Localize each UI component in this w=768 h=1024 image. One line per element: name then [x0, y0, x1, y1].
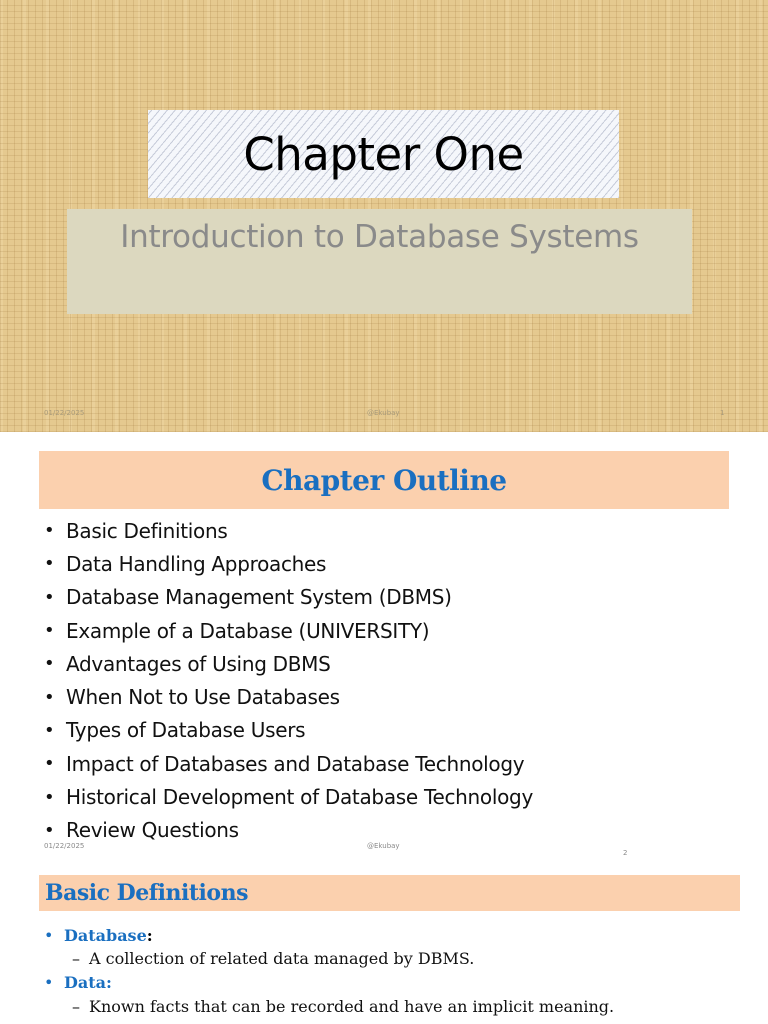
title-box [148, 110, 619, 198]
list-item-label: Example of a Database (UNIVERSITY) [66, 618, 430, 643]
list-item [44, 814, 533, 847]
slide-2-outline [0, 432, 768, 864]
list-item-label: Historical Development of Database Technology [66, 785, 533, 810]
outline-list [44, 514, 533, 847]
subtitle-box [67, 209, 692, 314]
definition-term-item [44, 973, 112, 992]
slide-title: Chapter One [243, 127, 524, 181]
bullet-icon: • [44, 719, 55, 741]
slide-3-definitions [0, 864, 768, 1024]
list-item [44, 780, 533, 813]
list-item [44, 547, 533, 580]
footer-page-number: 1 [720, 409, 725, 417]
footer-author: @Ekubay [367, 409, 400, 417]
list-item [44, 581, 533, 614]
footer-date: 01/22/2025 [44, 842, 85, 850]
slide-subtitle: Introduction to Database Systems [120, 219, 639, 255]
bullet-icon: • [44, 786, 55, 808]
dash-icon: – [72, 949, 80, 968]
bullet-icon: • [44, 653, 55, 675]
definition-colon: : [146, 926, 153, 945]
footer-author: @Ekubay [367, 842, 400, 850]
outline-title: Chapter Outline [261, 463, 507, 497]
bullet-icon: • [44, 926, 54, 945]
dash-icon: – [72, 997, 80, 1016]
definition-term: Data: [64, 973, 112, 992]
bullet-icon: • [44, 753, 55, 775]
list-item-label: Database Management System (DBMS) [66, 585, 452, 610]
footer-date: 01/22/2025 [44, 409, 85, 417]
bullet-icon: • [44, 520, 55, 542]
definitions-header [39, 875, 740, 911]
list-item-label: Basic Definitions [66, 518, 228, 543]
bullet-icon: • [44, 686, 55, 708]
list-item-label: When Not to Use Databases [66, 685, 340, 710]
list-item [44, 514, 533, 547]
footer-page-number: 2 [623, 849, 628, 857]
list-item [44, 647, 533, 680]
bullet-icon: • [44, 620, 55, 642]
list-item [44, 714, 533, 747]
list-item [44, 614, 533, 647]
list-item-label: Impact of Databases and Database Technology [66, 751, 525, 776]
definitions-title: Basic Definitions [45, 880, 248, 906]
definition-description [72, 949, 474, 968]
bullet-icon: • [44, 586, 55, 608]
list-item [44, 747, 533, 780]
bullet-icon: • [44, 553, 55, 575]
definition-text: Known facts that can be recorded and have an implicit meaning. [89, 997, 615, 1016]
list-item-label: Review Questions [66, 818, 239, 843]
list-item-label: Advantages of Using DBMS [66, 651, 331, 676]
slide-1-title [0, 0, 768, 432]
definition-term-item [44, 926, 153, 945]
outline-header [39, 451, 729, 509]
list-item-label: Types of Database Users [66, 718, 306, 743]
definition-text: A collection of related data managed by DBMS. [89, 949, 475, 968]
bullet-icon: • [44, 973, 54, 992]
list-item [44, 680, 533, 713]
list-item-label: Data Handling Approaches [66, 551, 327, 576]
bullet-icon: • [44, 819, 55, 841]
definition-term: Database [64, 926, 147, 945]
definition-description [72, 997, 614, 1016]
